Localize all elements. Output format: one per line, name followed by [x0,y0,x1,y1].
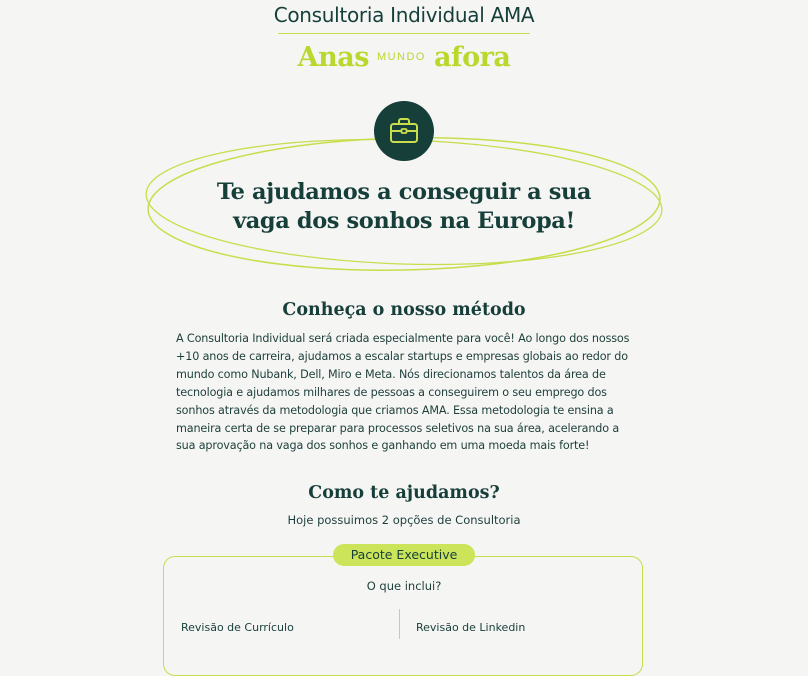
method-title: Conheça o nosso método [282,300,526,320]
feature-linkedin-review: Revisão de Linkedin [416,621,526,634]
help-title: Como te ajudamos? [308,483,500,503]
brand-logo [0,42,808,73]
logo-word-afora: afora [434,42,511,73]
hero-title: Te ajudamos a conseguir a sua vaga dos sonhos na Europa! [216,179,592,234]
briefcase-badge [374,101,434,161]
package-name-pill: Pacote Executive [333,544,475,566]
package-card [163,556,643,676]
logo-word-mundo: MUNDO [376,51,426,63]
header-title: Consultoria Individual AMA [273,3,535,27]
help-subtitle: Hoje possuimos 2 opções de Consultoria [287,513,521,527]
logo-word-anas: Anas [297,42,369,73]
briefcase-icon [388,115,420,147]
includes-label: O que inclui? [366,579,442,593]
method-paragraph: A Consultoria Individual será criada especialmente para você! Ao longo dos nossos +10 anos de carreira, ajudamos a escalar startups e empresas globais ao redor do mundo como Nubank, Dell, Miro e Meta. Nós direcionamos talentos da área de tecnologia e ajudamos milhares de pessoas a conseguirem o seu emprego dos sonhos através da metodologia que criamos AMA. Essa metodologia te ensina a maneira certa de se preparar para processos seletivos na sua área, acelerando a sua aprovação na vaga dos sonhos e ganhando em uma moeda mais forte! [176,332,630,453]
feature-resume-review: Revisão de Currículo [181,621,294,634]
header-divider [278,33,530,34]
feature-divider [399,609,400,639]
